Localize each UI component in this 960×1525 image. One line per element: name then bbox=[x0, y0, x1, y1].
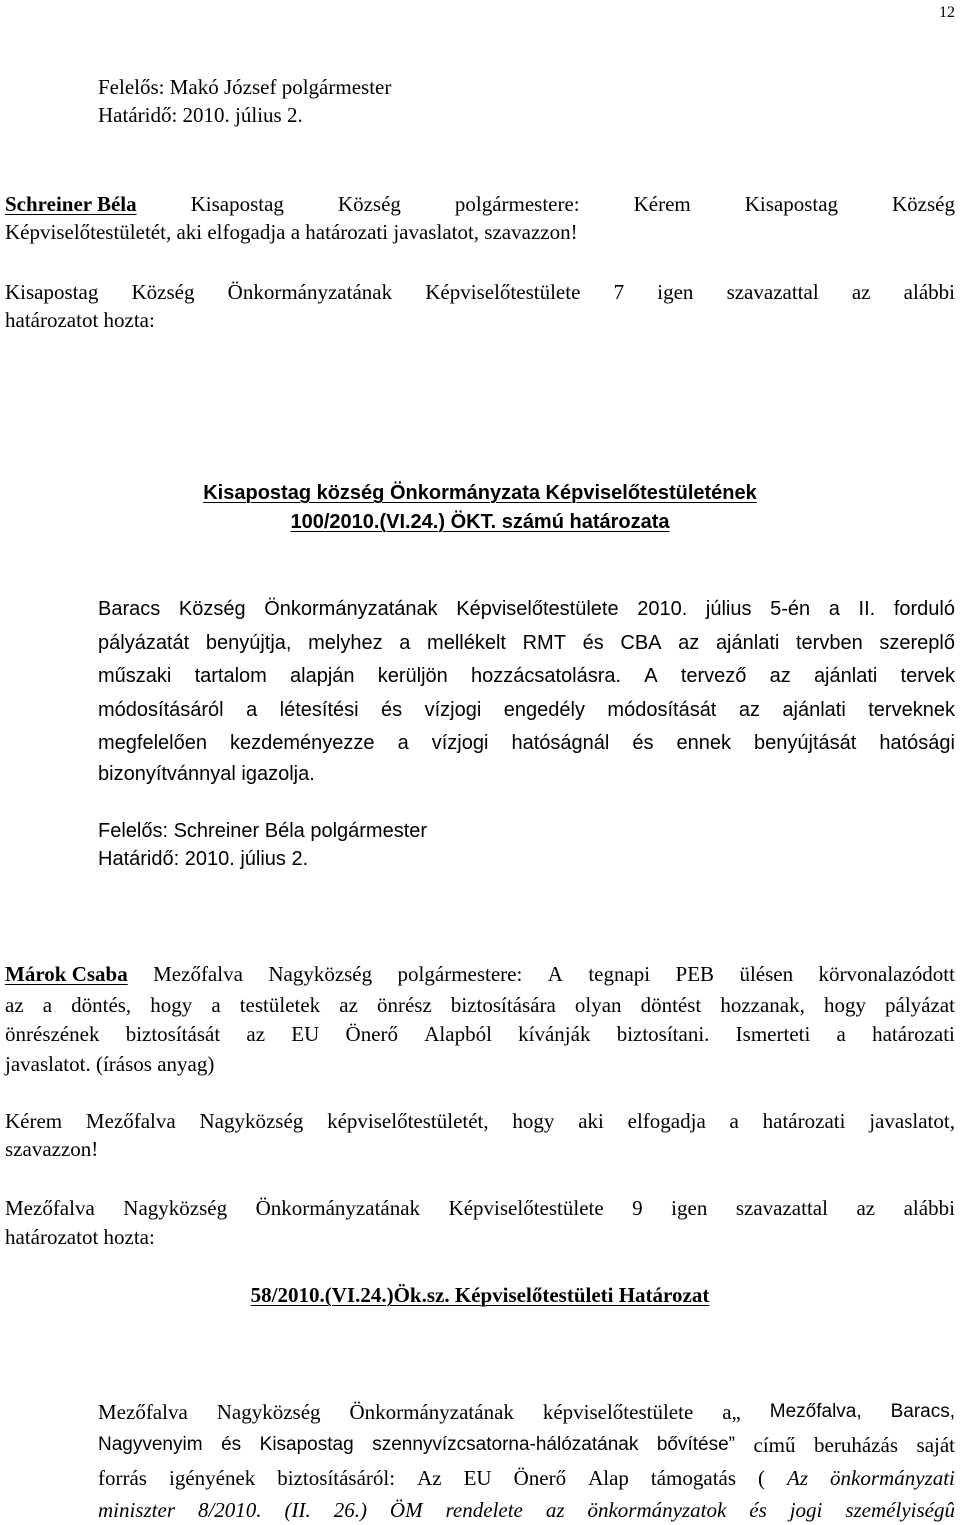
word: ( bbox=[758, 1466, 766, 1490]
word: ülésen bbox=[739, 962, 794, 986]
word: igen bbox=[657, 280, 694, 304]
speaker-paragraph-line bbox=[5, 962, 955, 986]
word: alapján bbox=[290, 665, 355, 687]
word: hatósági bbox=[879, 732, 955, 754]
word: az bbox=[5, 993, 24, 1017]
word: és bbox=[381, 699, 403, 721]
word: önrészének bbox=[5, 1022, 100, 1046]
speaker-name: Márok Csaba bbox=[5, 962, 128, 986]
vote-line bbox=[5, 1196, 955, 1220]
word: képviselőtestületét, bbox=[327, 1109, 489, 1133]
word: Nagyközség bbox=[216, 1400, 321, 1424]
word: II. bbox=[858, 598, 876, 620]
word: forduló bbox=[893, 598, 955, 620]
speaker-name: Schreiner Béla bbox=[5, 192, 137, 216]
word: hogy bbox=[823, 993, 866, 1017]
word: hozzácsatolásra. bbox=[470, 665, 622, 687]
word: alábbi bbox=[903, 280, 955, 304]
word: Mezőfalva bbox=[5, 1196, 95, 1220]
word: biztosításáról: bbox=[277, 1466, 396, 1490]
paragraph-line bbox=[5, 1022, 955, 1046]
word: az bbox=[856, 1196, 876, 1220]
word: önkormányzati bbox=[830, 1466, 955, 1490]
word: 7 bbox=[613, 280, 625, 304]
word: július bbox=[705, 598, 752, 620]
word: jogi bbox=[789, 1498, 823, 1522]
word: Kisapostag bbox=[190, 192, 284, 216]
deadline-line: Határidő: 2010. július 2. bbox=[98, 103, 303, 127]
word: Az bbox=[787, 1466, 809, 1490]
word: Község bbox=[337, 192, 401, 216]
word: Ismerteti bbox=[735, 1022, 811, 1046]
word: szennyvízcsatorna-hálózatának bbox=[372, 1434, 639, 1455]
word: az bbox=[769, 665, 791, 687]
word: Nagyvenyim bbox=[98, 1434, 203, 1455]
word: Kérem bbox=[633, 192, 691, 216]
word: megfelelően bbox=[98, 732, 207, 754]
word: képviselőtestülete bbox=[542, 1400, 694, 1424]
word: testületek bbox=[239, 993, 321, 1017]
word: alábbi bbox=[903, 1196, 955, 1220]
word: műszaki bbox=[98, 665, 172, 687]
word: benyújtja, bbox=[205, 632, 292, 654]
speaker-paragraph-line bbox=[5, 192, 955, 216]
word: Mezőfalva bbox=[98, 1400, 188, 1424]
word: rendelete bbox=[445, 1498, 523, 1522]
paragraph-line: szavazzon! bbox=[5, 1137, 99, 1161]
word: személyiségû bbox=[845, 1498, 955, 1522]
word: Alap bbox=[588, 1466, 629, 1490]
word: vízjogi bbox=[431, 732, 489, 754]
word: Önerő bbox=[513, 1466, 567, 1490]
word: PEB bbox=[675, 962, 715, 986]
word: a bbox=[729, 1109, 739, 1133]
word: bővítése” bbox=[656, 1434, 736, 1455]
paragraph-line: javaslatot. (írásos anyag) bbox=[5, 1052, 215, 1076]
word: tartalom bbox=[194, 665, 267, 687]
word: hozzanak, bbox=[720, 993, 805, 1017]
word: körvonalazódott bbox=[818, 962, 955, 986]
word: Község bbox=[178, 598, 246, 620]
word: 2010. bbox=[637, 598, 688, 620]
word: szereplő bbox=[879, 632, 955, 654]
word: 8/2010. bbox=[197, 1498, 262, 1522]
word: szavazattal bbox=[735, 1196, 828, 1220]
word: Baracs bbox=[98, 598, 161, 620]
word: Az bbox=[417, 1466, 442, 1490]
word: pályázat bbox=[885, 993, 955, 1017]
word: Baracs, bbox=[890, 1401, 955, 1422]
deadline-line: Határidő: 2010. július 2. bbox=[98, 848, 309, 870]
word: szavazattal bbox=[726, 280, 819, 304]
word: benyújtását bbox=[754, 732, 857, 754]
word: a bbox=[246, 699, 258, 721]
word: Képviselőtestülete bbox=[456, 598, 619, 620]
word: A bbox=[644, 665, 658, 687]
responsible-line: Felelős: Makó József polgármester bbox=[98, 75, 392, 99]
body-line bbox=[98, 698, 955, 722]
word: Mezőfalva bbox=[153, 962, 243, 986]
word: Kisapostag bbox=[5, 280, 99, 304]
word: A bbox=[547, 962, 563, 986]
word: vízjogi bbox=[424, 699, 482, 721]
word: Alapból bbox=[424, 1022, 492, 1046]
word: döntést bbox=[640, 993, 702, 1017]
word: a bbox=[828, 598, 840, 620]
word: hatóságnál bbox=[511, 732, 610, 754]
page-number: 12 bbox=[939, 4, 955, 21]
word: az bbox=[246, 1022, 266, 1046]
word: határozati bbox=[762, 1109, 846, 1133]
word: tegnapi bbox=[588, 962, 651, 986]
word: Önkormányzatának bbox=[264, 598, 438, 620]
word: döntés, bbox=[71, 993, 132, 1017]
word: ÖM bbox=[389, 1498, 423, 1522]
word: 5-én bbox=[770, 598, 811, 620]
word: önrész bbox=[376, 993, 432, 1017]
word: a bbox=[42, 993, 53, 1017]
word: tervek bbox=[900, 665, 955, 687]
word: elfogadja bbox=[627, 1109, 706, 1133]
word: ajánlati bbox=[813, 665, 878, 687]
body-line bbox=[98, 731, 955, 755]
word: módosításáról bbox=[98, 699, 224, 721]
word: Község bbox=[131, 280, 195, 304]
word: saját bbox=[916, 1433, 955, 1457]
word: Község bbox=[892, 192, 955, 216]
word: módosítását bbox=[607, 699, 717, 721]
word: és bbox=[221, 1434, 242, 1455]
word: az bbox=[678, 632, 700, 654]
body-line bbox=[98, 1498, 955, 1522]
word: kívánják bbox=[518, 1022, 591, 1046]
word: kerüljön bbox=[377, 665, 448, 687]
word: biztosítását bbox=[125, 1022, 221, 1046]
word: biztosítására bbox=[450, 993, 556, 1017]
word: Mezőfalva bbox=[85, 1109, 176, 1133]
word: biztosítani. bbox=[616, 1022, 710, 1046]
word: Önerő bbox=[345, 1022, 399, 1046]
word: az bbox=[738, 699, 760, 721]
word: kezdeményezze bbox=[230, 732, 375, 754]
body-line bbox=[98, 631, 955, 655]
body-line bbox=[98, 1433, 955, 1457]
word: tervben bbox=[795, 632, 863, 654]
word: létesítési bbox=[279, 699, 359, 721]
word: terveknek bbox=[868, 699, 955, 721]
word: engedély bbox=[503, 699, 585, 721]
responsible-line: Felelős: Schreiner Béla polgármester bbox=[98, 820, 428, 842]
word: polgármestere: bbox=[454, 192, 580, 216]
body-line bbox=[98, 664, 955, 688]
resolution-title: 58/2010.(VI.24.)Ök.sz. Képviselőtestületi Határozat bbox=[250, 1283, 710, 1307]
word: polgármestere: bbox=[397, 962, 523, 986]
word: Nagyközség bbox=[123, 1196, 228, 1220]
word: az bbox=[339, 993, 358, 1017]
word: című bbox=[753, 1433, 796, 1457]
word: Nagyközség bbox=[199, 1109, 304, 1133]
word: ajánlati bbox=[782, 699, 846, 721]
word: az bbox=[851, 280, 871, 304]
word: önkormányzatok bbox=[587, 1498, 727, 1522]
word: Képviselőtestülete bbox=[448, 1196, 604, 1220]
word: a bbox=[397, 732, 409, 754]
word: a„ bbox=[722, 1400, 741, 1424]
paragraph-line bbox=[5, 993, 955, 1017]
resolution-number: 100/2010.(VI.24.) ÖKT. számú határozata bbox=[290, 511, 670, 533]
word: Kérem bbox=[5, 1109, 63, 1133]
word: 26.) bbox=[333, 1498, 367, 1522]
word: támogatás bbox=[650, 1466, 737, 1490]
word: a bbox=[836, 1022, 846, 1046]
paragraph-line: Képviselőtestületét, aki elfogadja a határozati javaslatot, szavazzon! bbox=[5, 220, 578, 244]
word: Kisapostag bbox=[259, 1434, 354, 1455]
word: EU bbox=[291, 1022, 320, 1046]
word: EU bbox=[463, 1466, 492, 1490]
word: Önkormányzatának bbox=[227, 280, 393, 304]
word: és bbox=[632, 732, 654, 754]
word: CBA bbox=[620, 632, 662, 654]
word: a bbox=[399, 632, 411, 654]
word: Nagyközség bbox=[268, 962, 373, 986]
body-line bbox=[98, 597, 955, 621]
word: a bbox=[211, 993, 221, 1017]
word: forrás bbox=[98, 1466, 147, 1490]
word: aki bbox=[578, 1109, 604, 1133]
word: Önkormányzatának bbox=[349, 1400, 514, 1424]
word: igényének bbox=[168, 1466, 256, 1490]
paragraph-line bbox=[5, 1109, 955, 1133]
word: RMT bbox=[522, 632, 566, 654]
word: tervező bbox=[680, 665, 747, 687]
body-line bbox=[98, 1466, 955, 1490]
word: igen bbox=[671, 1196, 708, 1220]
word: és bbox=[749, 1498, 767, 1522]
word: hogy bbox=[150, 993, 193, 1017]
word: beruházás bbox=[814, 1433, 898, 1457]
word: ennek bbox=[676, 732, 732, 754]
word: (II. bbox=[284, 1498, 311, 1522]
word: 9 bbox=[632, 1196, 643, 1220]
word: mellékelt bbox=[427, 632, 506, 654]
word: ajánlati bbox=[715, 632, 780, 654]
resolution-title: Kisapostag község Önkormányzata Képviselőtestületének bbox=[203, 482, 757, 504]
vote-line bbox=[5, 280, 955, 304]
body-line: bizonyítvánnyal igazolja. bbox=[98, 763, 315, 785]
word: hogy bbox=[512, 1109, 555, 1133]
word: melyhez bbox=[308, 632, 383, 654]
word: pályázatát bbox=[98, 632, 190, 654]
body-line bbox=[98, 1400, 955, 1424]
word: Önkormányzatának bbox=[255, 1196, 421, 1220]
word: olyan bbox=[574, 993, 622, 1017]
word: és bbox=[582, 632, 604, 654]
vote-line-end: határozatot hozta: bbox=[5, 308, 155, 332]
word: Mezőfalva, bbox=[769, 1401, 862, 1422]
word: Kisapostag bbox=[744, 192, 839, 216]
word: határozati bbox=[872, 1022, 955, 1046]
vote-line-end: határozatot hozta: bbox=[5, 1225, 155, 1249]
word: javaslatot, bbox=[869, 1109, 955, 1133]
word: az bbox=[545, 1498, 565, 1522]
word: Képviselőtestülete bbox=[425, 280, 581, 304]
word: miniszter bbox=[98, 1498, 176, 1522]
